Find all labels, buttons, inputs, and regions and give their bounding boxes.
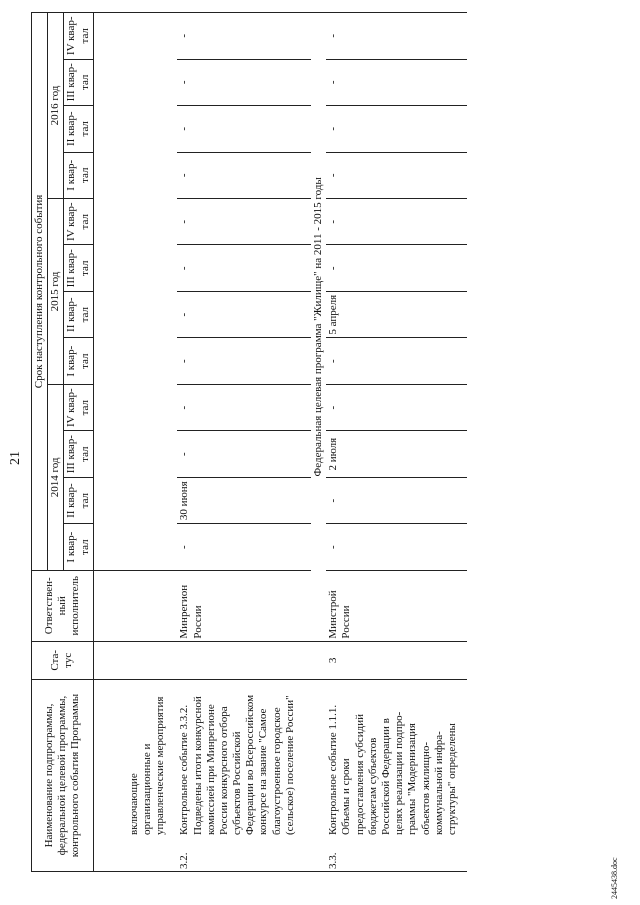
quarter-value: - (177, 152, 311, 198)
row-name-cell: 3.2.Контрольное событие 3.3.2. Подведены итоги конкурсной комиссией при Минрегионе России конкурсного отбора субъектов Российской Федерации во Всероссийском конкурсе на звание "Самое благоустроенное городское (сельское) поселение России" (177, 680, 311, 872)
row-responsible-cell: Минрегион России (177, 570, 311, 641)
quarter-value: - (326, 245, 467, 291)
year-2016-header: 2016 год (48, 13, 64, 199)
footer-filename: 2445438.doc (610, 857, 619, 899)
quarter-value: 5 апреля (326, 291, 467, 337)
quarter-value: 30 июня (177, 477, 311, 523)
quarter-header: IV квар-тал (64, 199, 93, 245)
quarter-value: - (177, 245, 311, 291)
quarter-header: II квар-тал (64, 106, 93, 152)
quarter-header: III квар-тал (64, 59, 93, 105)
quarter-value: - (326, 477, 467, 523)
quarter-value: - (177, 384, 311, 430)
row-dates-cell (93, 13, 177, 571)
row-number: 3.2. (178, 852, 191, 869)
table-row (177, 13, 311, 872)
table-row (326, 13, 467, 872)
row-name-cell: 3.3.Контрольное событие 1.1.1. Объемы и сроки предоставления субсидий бюджетам субъектов Российской Федерации в целях реализации подпро-граммы "Модернизация объектов жилищно-коммунальной инфра-структуры" определены (326, 680, 467, 872)
name-column-header: Наименование подпрограммы, федеральной целевой программы, контрольного события Программы (32, 680, 94, 872)
quarter-header: I квар-тал (64, 338, 93, 384)
row-status-cell (93, 641, 177, 679)
quarter-header: II квар-тал (64, 477, 93, 523)
quarter-header: I квар-тал (64, 524, 93, 570)
quarter-value: - (326, 384, 467, 430)
row-status-cell (177, 641, 311, 679)
quarter-header: II квар-тал (64, 291, 93, 337)
quarter-value: - (326, 199, 467, 245)
quarter-value: - (177, 431, 311, 477)
table-row (93, 13, 177, 872)
quarter-value: 2 июля (326, 431, 467, 477)
quarter-value: - (177, 291, 311, 337)
row-status-cell: 3 (326, 641, 467, 679)
row-name-cell: включающие организационные и управленческие мероприятия (93, 680, 177, 872)
quarter-value: - (326, 13, 467, 60)
quarter-value: - (326, 152, 467, 198)
control-events-table (31, 12, 467, 872)
row-responsible-cell: Минстрой России (326, 570, 467, 641)
row-name-cell (311, 680, 326, 872)
row-status-cell (311, 641, 326, 679)
quarter-value: - (326, 106, 467, 152)
quarter-value: - (326, 524, 467, 570)
status-column-header: Ста-тус (32, 641, 94, 679)
row-responsible-cell (93, 570, 177, 641)
responsible-column-header: Ответствен-ный исполнитель (32, 570, 94, 641)
quarter-header: III квар-тал (64, 431, 93, 477)
quarter-value: - (177, 199, 311, 245)
quarter-value: - (177, 106, 311, 152)
quarter-value: - (177, 524, 311, 570)
quarter-header: III квар-тал (64, 245, 93, 291)
quarter-value: - (326, 338, 467, 384)
quarter-value: - (177, 338, 311, 384)
quarter-value: - (177, 59, 311, 105)
section-title: Федеральная целевая программа "Жилище" на 2011 - 2015 годы (311, 13, 326, 642)
date-group-header: Срок наступления контрольного события (32, 13, 48, 571)
quarter-header: IV квар-тал (64, 13, 93, 60)
year-2014-header: 2014 год (48, 384, 64, 570)
quarter-header: IV квар-тал (64, 384, 93, 430)
quarter-value: - (326, 59, 467, 105)
year-2015-header: 2015 год (48, 199, 64, 385)
row-number: 3.3. (327, 852, 340, 869)
quarter-header: I квар-тал (64, 152, 93, 198)
section-row (311, 13, 326, 872)
page-number: 21 (8, 451, 23, 465)
quarter-value: - (177, 13, 311, 60)
